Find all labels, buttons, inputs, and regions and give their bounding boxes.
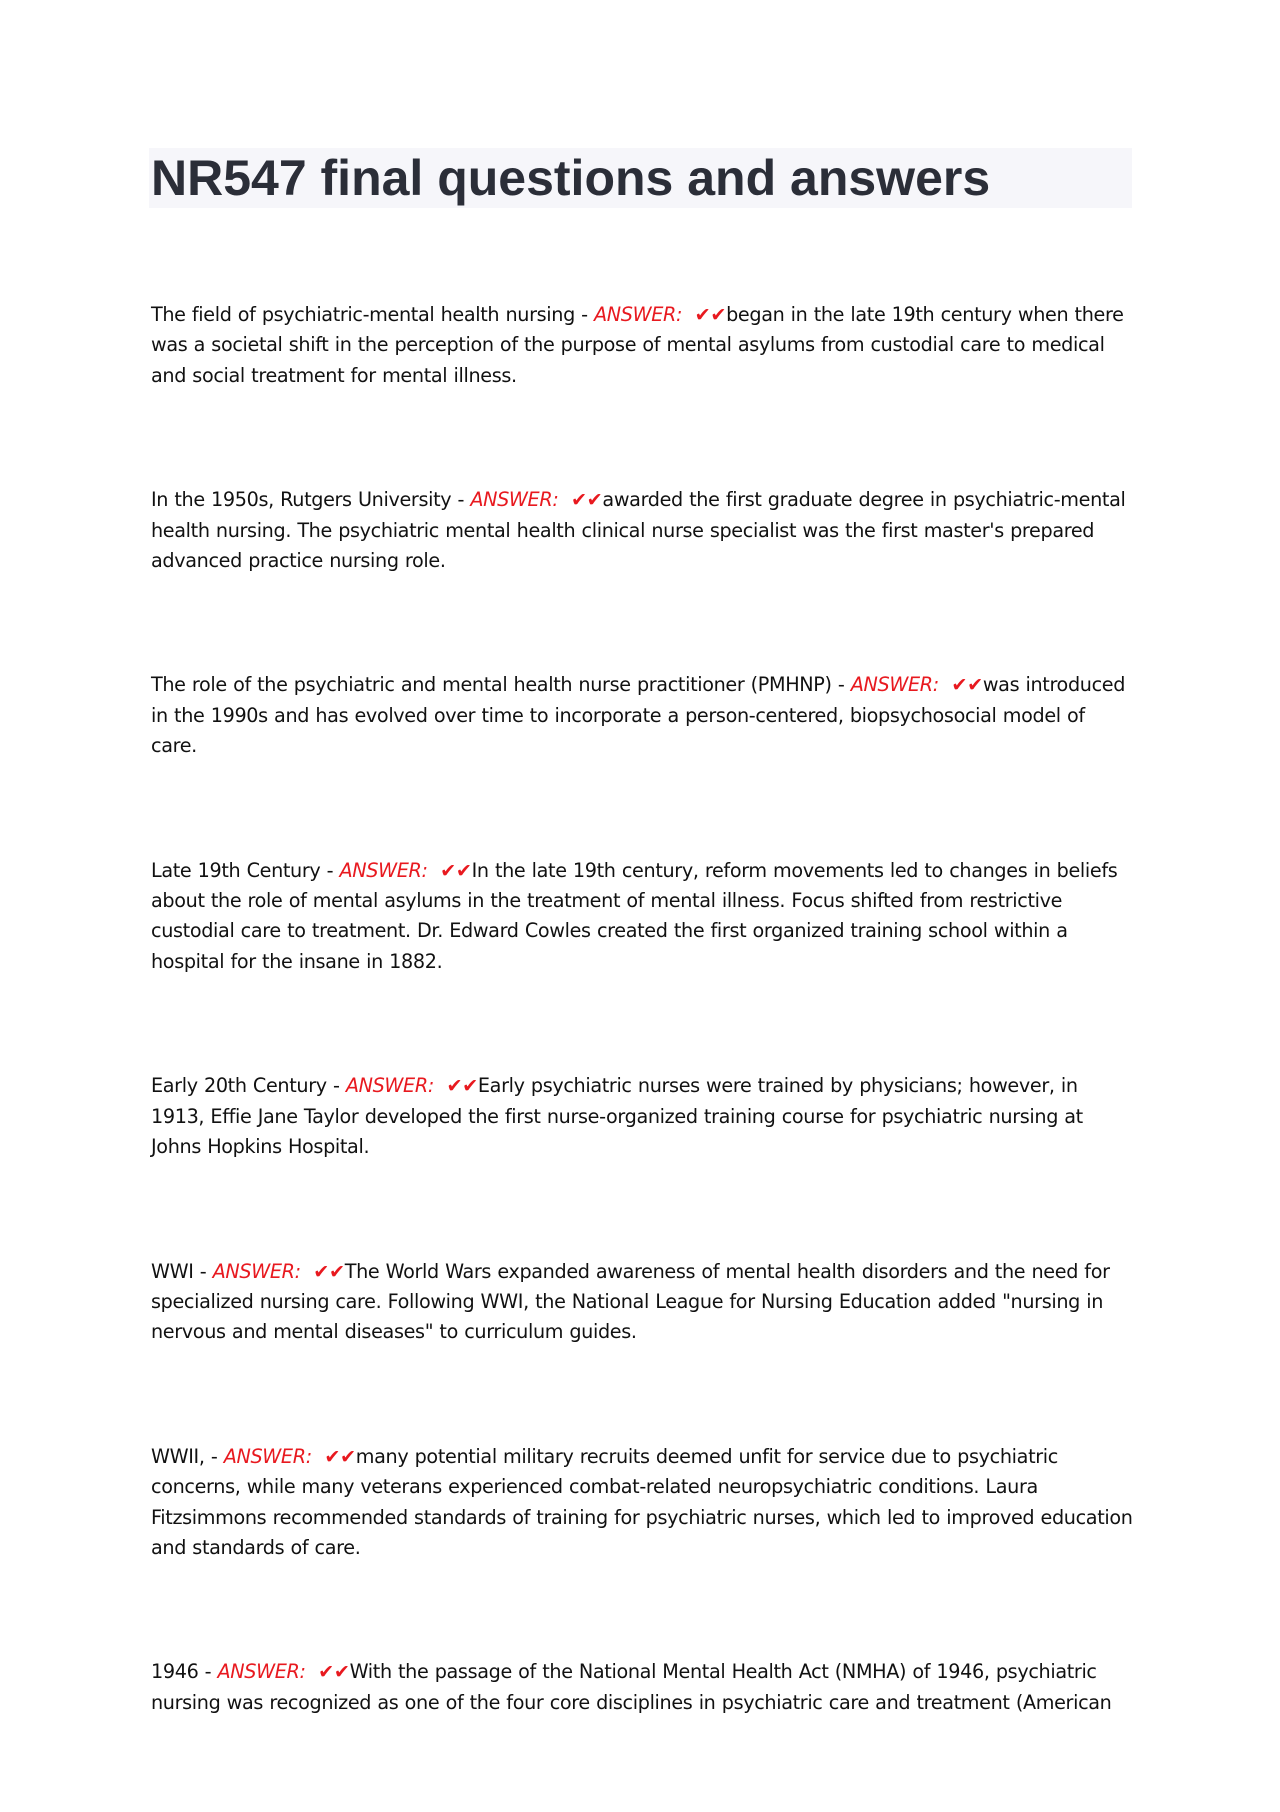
qa-item <box>151 670 1136 761</box>
answer-label: ANSWER: <box>345 1074 434 1098</box>
separator: - <box>198 1660 218 1684</box>
double-check-icon: ✔✔ <box>951 673 983 697</box>
answer-label: ANSWER: <box>217 1660 306 1684</box>
double-check-icon: ✔✔ <box>440 858 472 882</box>
separator: - <box>574 303 594 326</box>
double-check-icon: ✔✔ <box>313 1259 345 1283</box>
answer-text: In the late 19th century, reform movements led to changes in beliefs about the role of mental asylums in the treatment of mental illness. Focus shifted from restrictive custodial care to treatment. Dr. Edward Cowles created the first organized training school within a hospital for the insane in 1882. <box>151 858 1118 973</box>
answer-label: ANSWER: <box>470 488 559 512</box>
qa-list <box>151 300 1136 1812</box>
answer-text: Early psychiatric nurses were trained by physicians; however, in 1913, Effie Jane Taylor developed the first nurse-organized training course for psychiatric nursing at Johns Hopkins Hospital. <box>151 1074 1083 1159</box>
question-text: The role of the psychiatric and mental health nurse practitioner (PMHNP) <box>151 673 832 697</box>
separator: - <box>451 488 471 512</box>
qa-item <box>151 1071 1136 1162</box>
qa-item <box>151 300 1136 391</box>
separator: - <box>326 1074 346 1098</box>
qa-item <box>151 1442 1136 1564</box>
separator: - <box>320 858 340 882</box>
qa-item <box>151 1657 1136 1718</box>
answer-text: The World Wars expanded awareness of mental health disorders and the need for specialized nursing care. Following WWI, the National League for Nursing Education added "nursing in nervous and mental diseases" to curriculum guides. <box>151 1259 1110 1344</box>
answer-label: ANSWER: <box>850 673 939 697</box>
double-check-icon: ✔✔ <box>694 303 727 326</box>
answer-text: began in the late 19th century when there was a societal shift in the perception of the purpose of mental asylums from custodial care to medical and social treatment for mental illness. <box>151 303 1124 387</box>
question-text: The field of psychiatric-mental health nursing <box>151 303 575 326</box>
page-title: NR547 final questions and answers <box>151 150 991 206</box>
separator: - <box>204 1444 224 1468</box>
answer-label: ANSWER: <box>212 1259 301 1283</box>
double-check-icon: ✔✔ <box>570 488 603 512</box>
question-text: WWI <box>151 1259 194 1283</box>
question-text: WWII, <box>151 1444 205 1468</box>
qa-item <box>151 1257 1136 1348</box>
answer-label: ANSWER: <box>594 303 683 326</box>
separator: - <box>193 1259 213 1283</box>
qa-item <box>151 485 1136 576</box>
question-text: Late 19th Century <box>151 858 321 882</box>
answer-text: was introduced in the 1990s and has evolved over time to incorporate a person-centered, biopsychosocial model of care. <box>151 673 1126 758</box>
answer-text: many potential military recruits deemed unfit for service due to psychiatric concerns, while many veterans experienced combat-related neuropsychiatric conditions. Laura Fitzsimmons recommended standards of training for psychiatric nurses, which led to improved education and standards of care. <box>151 1444 1133 1559</box>
question-text: In the 1950s, Rutgers University <box>151 488 452 512</box>
double-check-icon: ✔✔ <box>324 1444 356 1468</box>
question-text: Early 20th Century <box>151 1074 327 1098</box>
qa-item <box>151 856 1136 978</box>
answer-label: ANSWER: <box>223 1444 312 1468</box>
question-text: 1946 <box>151 1660 199 1684</box>
answer-text: awarded the first graduate degree in psychiatric-mental health nursing. The psychiatric mental health clinical nurse specialist was the first master's prepared advanced practice nursing role. <box>151 488 1126 573</box>
answer-label: ANSWER: <box>339 858 428 882</box>
double-check-icon: ✔✔ <box>446 1074 478 1098</box>
answer-text: With the passage of the National Mental Health Act (NMHA) of 1946, psychiatric nursing was recognized as one of the four core disciplines in psychiatric care and treatment (American <box>151 1660 1112 1714</box>
double-check-icon: ✔✔ <box>318 1660 350 1684</box>
separator: - <box>831 673 851 697</box>
